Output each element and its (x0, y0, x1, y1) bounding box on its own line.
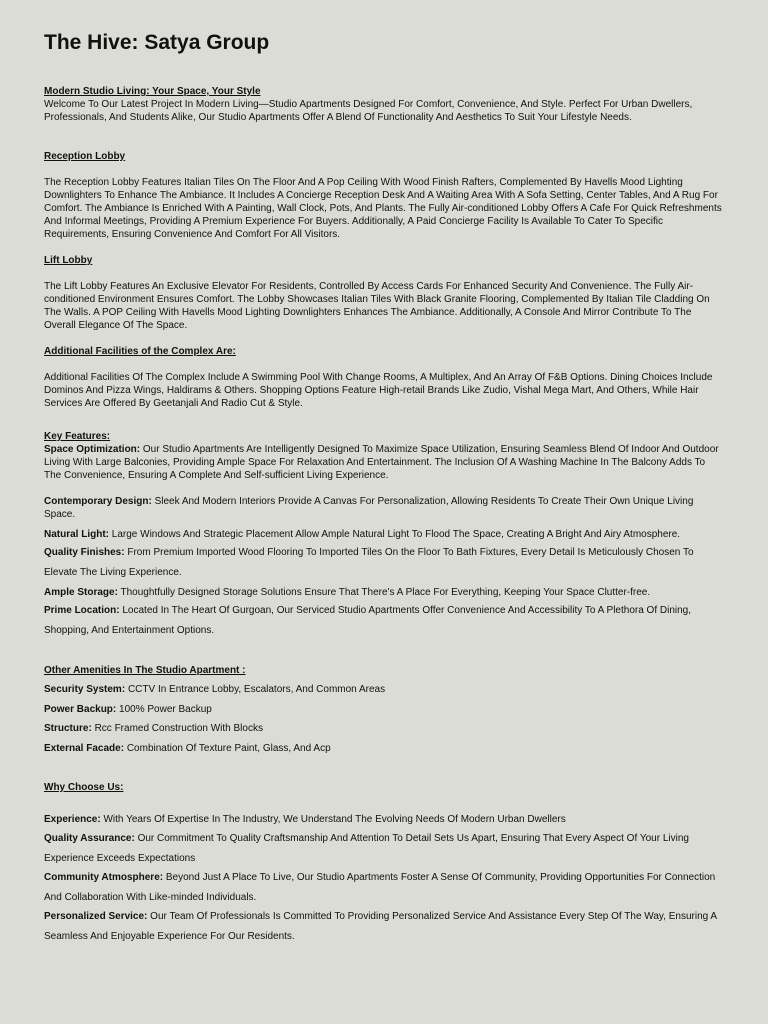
feature-text: Thoughtfully Designed Storage Solutions Ensure That There's A Place For Everything, Keeping Your Space Clutter-free. (120, 587, 651, 598)
lift-text: The Lift Lobby Features An Exclusive Elevator For Residents, Controlled By Access Cards For Enhanced Security And Convenience. The Fully Air-conditioned Environment Ensures Comfort. The Lobby Showcases Italian Tiles With Black Granite Flooring, Complemented By Italian Tile Cladding On The Walls. A POP Ceiling With Havells Mood Lighting Downlighters Enhances The Ambiance. Additionally, A Console And Mirror Contribute To The Overall Elegance Of The Space. (44, 281, 710, 331)
why-community-atmosphere (44, 868, 724, 907)
why-heading: Why Choose Us: (44, 782, 124, 793)
why-text: Beyond Just A Place To Live, Our Studio Apartments Foster A Sense Of Community, Providing Opportunities For Connection And Collaboration With Like-minded Individuals. (44, 872, 716, 903)
amenity-label: Security System: (44, 684, 126, 695)
feature-contemporary-design (44, 495, 724, 521)
why-quality-assurance (44, 829, 724, 868)
amenity-external-facade (44, 742, 724, 755)
amenity-security-system (44, 683, 724, 696)
feature-text: Located In The Heart Of Gurgoan, Our Serviced Studio Apartments Offer Convenience And Accessibility To A Plethora Of Dining, Shopping, And Entertainment Options. (44, 605, 692, 636)
document-title: The Hive: Satya Group (44, 31, 270, 54)
amenity-label: External Facade: (44, 743, 125, 754)
feature-label: Contemporary Design: (44, 496, 152, 507)
why-text: Our Commitment To Quality Craftsmanship And Attention To Detail Sets Us Apart, Ensuring That Every Aspect Of Your Living Experience Exceeds Expectations (44, 833, 689, 864)
feature-text: Sleek And Modern Interiors Provide A Canvas For Personalization, Allowing Residents To Create Their Own Unique Living Space. (44, 496, 694, 520)
feature-text: From Premium Imported Wood Flooring To Imported Tiles On the Floor To Bath Fixtures, Every Detail Is Meticulously Chosen To Elevate The Living Experience. (44, 547, 694, 578)
why-label: Community Atmosphere: (44, 872, 164, 883)
why-text: Our Team Of Professionals Is Committed To Providing Personalized Service And Assistance Every Step Of The Way, Ensuring A Seamless And Enjoyable Experience For Our Residents. (44, 911, 717, 942)
feature-label: Prime Location: (44, 605, 120, 616)
feature-label: Space Optimization: (44, 444, 141, 455)
feature-label: Ample Storage: (44, 587, 118, 598)
why-text: With Years Of Expertise In The Industry, We Understand The Evolving Needs Of Modern Urban Dwellers (103, 814, 566, 825)
why-experience (44, 813, 724, 826)
amenities-heading: Other Amenities In The Studio Apartment : (44, 665, 246, 676)
why-label: Quality Assurance: (44, 833, 135, 844)
intro-text: Welcome To Our Latest Project In Modern Living—Studio Apartments Designed For Comfort, Convenience, And Style. Perfect For Urban Dwellers, Professionals, And Students Alike, Our Studio Apartments Offer A Blend Of Functionality And Aesthetics To Suit Your Lifestyle Needs. (44, 99, 693, 123)
why-label: Experience: (44, 814, 101, 825)
feature-label: Quality Finishes: (44, 547, 125, 558)
feature-text: Our Studio Apartments Are Intelligently Designed To Maximize Space Utilization, Ensuring Seamless Blend Of Indoor And Outdoor Living With Large Balconies, Providing Ample Space For Relaxation And Entertainment. The Inclusion Of A Washing Machine In The Balcony Adds To The Convenience, Ensuring A Complete And Self-sufficient Living Experience. (44, 444, 719, 481)
amenity-structure (44, 722, 724, 735)
amenity-power-backup (44, 703, 724, 716)
feature-space-optimization (44, 443, 724, 482)
feature-ample-storage (44, 586, 724, 599)
feature-label: Natural Light: (44, 529, 109, 540)
feature-natural-light (44, 528, 724, 541)
feature-quality-finishes (44, 543, 724, 582)
amenity-text: Combination Of Texture Paint, Glass, And Acp (126, 743, 331, 754)
lift-heading: Lift Lobby (44, 255, 93, 266)
amenity-text: CCTV In Entrance Lobby, Escalators, And Common Areas (127, 684, 386, 695)
feature-text: Large Windows And Strategic Placement Allow Ample Natural Light To Flood The Space, Creating A Bright And Airy Atmosphere. (111, 529, 681, 540)
amenity-label: Structure: (44, 723, 92, 734)
reception-text: The Reception Lobby Features Italian Tiles On The Floor And A Pop Ceiling With Wood Finish Rafters, Complemented By Havells Mood Lighting Downlighters To Enhance The Ambiance. It Includes A Concierge Reception Desk And A Waiting Area With A Sofa Setting, Center Tables, And A Rug For Comfort. The Ambiance Is Enriched With A Painting, Wall Clock, Pots, And Plants. The Fully Air-conditioned Lobby Offers A Cafe For Quick Refreshments And Informal Meetings, Providing A Premium Experience For Buyers. Additionally, A Paid Concierge Facility Is Available To Cater To Specific Requirements, Ensuring Convenience And Comfort For All Visitors. (44, 177, 722, 240)
reception-heading: Reception Lobby (44, 151, 126, 162)
facilities-heading: Additional Facilities of the Complex Are: (44, 346, 236, 357)
amenity-label: Power Backup: (44, 704, 117, 715)
why-personalized-service (44, 907, 724, 946)
feature-prime-location (44, 601, 724, 640)
amenity-text: 100% Power Backup (119, 704, 212, 715)
why-label: Personalized Service: (44, 911, 148, 922)
intro-heading: Modern Studio Living: Your Space, Your Style (44, 86, 261, 97)
features-heading: Key Features: (44, 431, 111, 442)
facilities-text: Additional Facilities Of The Complex Include A Swimming Pool With Change Rooms, A Multiplex, And An Array Of F&B Options. Dining Choices Include Dominos And Pizza Wings, Haldirams & Others. Shopping Options Feature High-retail Brands Like Zudio, Vishal Mega Mart, And Others, While Hair Services Are Offered By Geetanjali And Radio Cut & Style. (44, 372, 713, 409)
amenity-text: Rcc Framed Construction With Blocks (94, 723, 263, 734)
